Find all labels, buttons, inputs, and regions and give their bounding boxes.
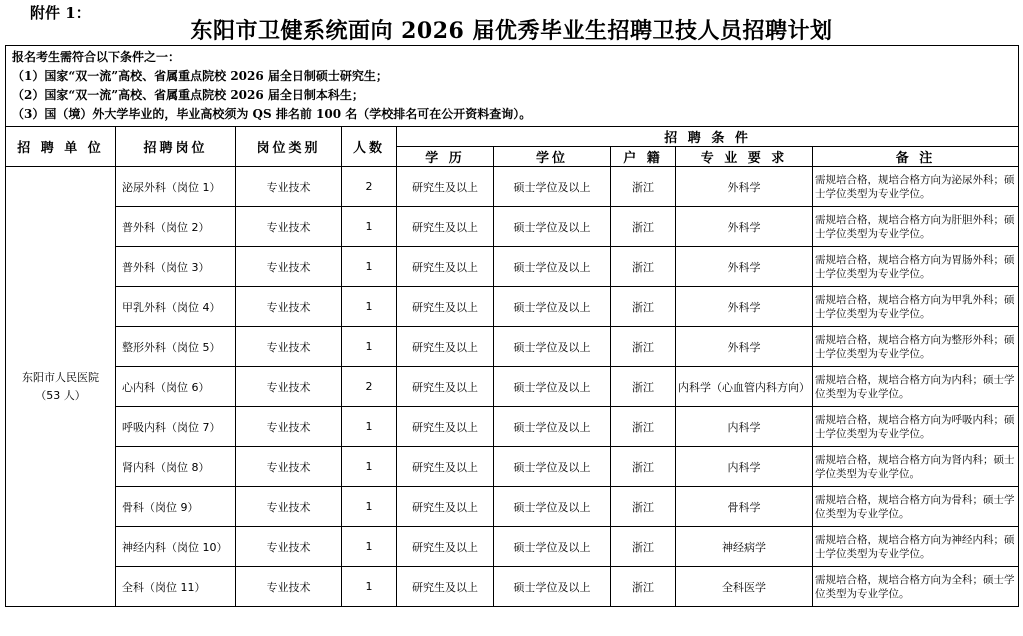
remark-cell: 需规培合格，规培合格方向为骨科；硕士学位类型为专业学位。	[813, 487, 1019, 527]
requirement-item: （1）国家“双一流”高校、省属重点院校 2026 届全日制硕士研究生；	[12, 69, 388, 83]
degree-cell: 硕士学位及以上	[494, 167, 611, 207]
major-cell: 内科学	[676, 407, 813, 447]
education-cell: 研究生及以上	[397, 287, 494, 327]
remark-cell: 需规培合格，规培合格方向为内科；硕士学位类型为专业学位。	[813, 367, 1019, 407]
table-row	[6, 527, 1019, 567]
category-cell: 专业技术	[236, 567, 342, 607]
remark-cell: 需规培合格，规培合格方向为全科；硕士学位类型为专业学位。	[813, 567, 1019, 607]
remark-cell: 需规培合格，规培合格方向为整形外科；硕士学位类型为专业学位。	[813, 327, 1019, 367]
major-cell: 骨科学	[676, 487, 813, 527]
position-cell: 全科（岗位 11）	[116, 567, 236, 607]
header-row	[6, 127, 1019, 147]
category-cell: 专业技术	[236, 487, 342, 527]
degree-cell: 硕士学位及以上	[494, 207, 611, 247]
header-hukou: 户 籍	[611, 147, 676, 167]
hukou-cell: 浙江	[611, 567, 676, 607]
education-cell: 研究生及以上	[397, 447, 494, 487]
hukou-cell: 浙江	[611, 407, 676, 447]
degree-cell: 硕士学位及以上	[494, 487, 611, 527]
table-row	[6, 207, 1019, 247]
position-cell: 呼吸内科（岗位 7）	[116, 407, 236, 447]
count-cell: 1	[342, 527, 397, 567]
degree-cell: 硕士学位及以上	[494, 567, 611, 607]
position-cell: 普外科（岗位 3）	[116, 247, 236, 287]
category-cell: 专业技术	[236, 167, 342, 207]
table-row	[6, 167, 1019, 207]
header-category: 岗位类别	[236, 127, 342, 167]
education-cell: 研究生及以上	[397, 327, 494, 367]
count-cell: 1	[342, 247, 397, 287]
unit-cell	[6, 167, 116, 607]
table-row	[6, 367, 1019, 407]
table-row	[6, 247, 1019, 287]
major-cell: 外科学	[676, 327, 813, 367]
table-row	[6, 287, 1019, 327]
degree-cell: 硕士学位及以上	[494, 327, 611, 367]
attachment-label: 附件 1：	[30, 4, 91, 22]
major-cell: 外科学	[676, 247, 813, 287]
table-row	[6, 567, 1019, 607]
position-cell: 泌尿外科（岗位 1）	[116, 167, 236, 207]
requirement-item: （2）国家“双一流”高校、省属重点院校 2026 届全日制本科生；	[12, 88, 364, 102]
hukou-cell: 浙江	[611, 247, 676, 287]
count-cell: 1	[342, 327, 397, 367]
count-cell: 1	[342, 407, 397, 447]
remark-cell: 需规培合格，规培合格方向为肾内科；硕士学位类型为专业学位。	[813, 447, 1019, 487]
education-cell: 研究生及以上	[397, 527, 494, 567]
position-cell: 骨科（岗位 9）	[116, 487, 236, 527]
unit-count: （53 人）	[35, 388, 86, 402]
category-cell: 专业技术	[236, 527, 342, 567]
position-cell: 神经内科（岗位 10）	[116, 527, 236, 567]
education-cell: 研究生及以上	[397, 567, 494, 607]
remark-cell: 需规培合格，规培合格方向为胃肠外科；硕士学位类型为专业学位。	[813, 247, 1019, 287]
count-cell: 1	[342, 447, 397, 487]
position-cell: 普外科（岗位 2）	[116, 207, 236, 247]
major-cell: 外科学	[676, 167, 813, 207]
remark-cell: 需规培合格，规培合格方向为呼吸内科；硕士学位类型为专业学位。	[813, 407, 1019, 447]
education-cell: 研究生及以上	[397, 487, 494, 527]
header-education: 学 历	[397, 147, 494, 167]
major-cell: 内科学	[676, 447, 813, 487]
count-cell: 1	[342, 207, 397, 247]
count-cell: 2	[342, 367, 397, 407]
degree-cell: 硕士学位及以上	[494, 247, 611, 287]
category-cell: 专业技术	[236, 327, 342, 367]
major-cell: 外科学	[676, 207, 813, 247]
requirements-row	[6, 46, 1019, 127]
table-row	[6, 407, 1019, 447]
remark-cell: 需规培合格，规培合格方向为泌尿外科；硕士学位类型为专业学位。	[813, 167, 1019, 207]
table-row	[6, 447, 1019, 487]
education-cell: 研究生及以上	[397, 167, 494, 207]
position-cell: 甲乳外科（岗位 4）	[116, 287, 236, 327]
remark-cell: 需规培合格，规培合格方向为肝胆外科；硕士学位类型为专业学位。	[813, 207, 1019, 247]
count-cell: 1	[342, 287, 397, 327]
category-cell: 专业技术	[236, 287, 342, 327]
header-major: 专 业 要 求	[676, 147, 813, 167]
major-cell: 全科医学	[676, 567, 813, 607]
hukou-cell: 浙江	[611, 207, 676, 247]
position-cell: 整形外科（岗位 5）	[116, 327, 236, 367]
header-remark: 备 注	[813, 147, 1019, 167]
hukou-cell: 浙江	[611, 527, 676, 567]
degree-cell: 硕士学位及以上	[494, 407, 611, 447]
education-cell: 研究生及以上	[397, 367, 494, 407]
category-cell: 专业技术	[236, 207, 342, 247]
unit-name: 东阳市人民医院	[22, 370, 99, 384]
requirements-cell	[6, 46, 1019, 127]
hukou-cell: 浙江	[611, 367, 676, 407]
header-degree: 学位	[494, 147, 611, 167]
table-row	[6, 487, 1019, 527]
remark-cell: 需规培合格，规培合格方向为神经内科；硕士学位类型为专业学位。	[813, 527, 1019, 567]
hukou-cell: 浙江	[611, 287, 676, 327]
remark-cell: 需规培合格，规培合格方向为甲乳外科；硕士学位类型为专业学位。	[813, 287, 1019, 327]
major-cell: 外科学	[676, 287, 813, 327]
degree-cell: 硕士学位及以上	[494, 367, 611, 407]
header-unit: 招 聘 单 位	[6, 127, 116, 167]
hukou-cell: 浙江	[611, 487, 676, 527]
category-cell: 专业技术	[236, 367, 342, 407]
hukou-cell: 浙江	[611, 447, 676, 487]
count-cell: 1	[342, 487, 397, 527]
category-cell: 专业技术	[236, 407, 342, 447]
education-cell: 研究生及以上	[397, 207, 494, 247]
degree-cell: 硕士学位及以上	[494, 447, 611, 487]
count-cell: 1	[342, 567, 397, 607]
header-position: 招聘岗位	[116, 127, 236, 167]
requirements-heading: 报名考生需符合以下条件之一：	[12, 50, 181, 64]
degree-cell: 硕士学位及以上	[494, 527, 611, 567]
count-cell: 2	[342, 167, 397, 207]
hukou-cell: 浙江	[611, 167, 676, 207]
education-cell: 研究生及以上	[397, 247, 494, 287]
hukou-cell: 浙江	[611, 327, 676, 367]
degree-cell: 硕士学位及以上	[494, 287, 611, 327]
education-cell: 研究生及以上	[397, 407, 494, 447]
requirement-item: （3）国（境）外大学毕业的，毕业高校须为 QS 排名前 100 名（学校排名可在公开资料查询）。	[12, 107, 532, 121]
position-cell: 心内科（岗位 6）	[116, 367, 236, 407]
major-cell: 神经病学	[676, 527, 813, 567]
category-cell: 专业技术	[236, 247, 342, 287]
table-row	[6, 327, 1019, 367]
recruitment-plan-table	[5, 45, 1019, 607]
page-title: 东阳市卫健系统面向 2026 届优秀毕业生招聘卫技人员招聘计划	[190, 18, 833, 44]
header-conditions: 招 聘 条 件	[397, 127, 1019, 147]
header-count: 人数	[342, 127, 397, 167]
category-cell: 专业技术	[236, 447, 342, 487]
major-cell: 内科学（心血管内科方向）	[676, 367, 813, 407]
position-cell: 肾内科（岗位 8）	[116, 447, 236, 487]
